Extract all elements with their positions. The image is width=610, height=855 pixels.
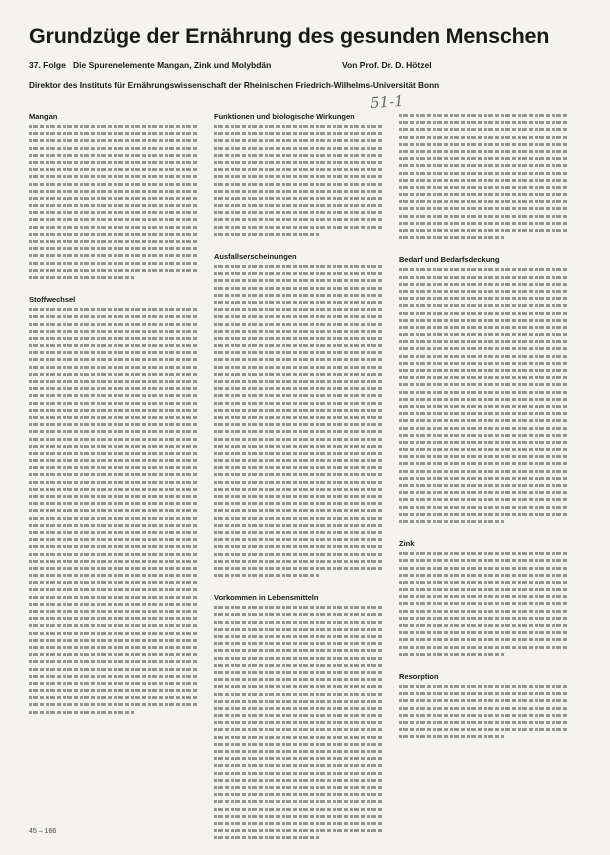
text-line bbox=[399, 324, 569, 331]
text-line bbox=[214, 471, 384, 478]
text-line bbox=[214, 691, 384, 698]
text-line bbox=[399, 622, 569, 629]
text-line bbox=[214, 392, 384, 399]
text-line bbox=[214, 493, 384, 500]
section-vorkommen bbox=[214, 593, 384, 841]
section-mangan bbox=[29, 112, 199, 281]
text-line bbox=[214, 558, 384, 565]
text-line bbox=[399, 651, 504, 658]
text-line bbox=[29, 579, 199, 586]
text-line bbox=[399, 353, 569, 360]
text-line bbox=[214, 762, 384, 769]
text-line bbox=[214, 515, 384, 522]
text-line bbox=[214, 748, 384, 755]
text-line bbox=[214, 734, 384, 741]
text-line bbox=[214, 683, 384, 690]
series-number: 37. Folge bbox=[29, 60, 66, 70]
text-line bbox=[214, 209, 384, 216]
text-line bbox=[29, 630, 199, 637]
text-line bbox=[29, 321, 199, 328]
text-line bbox=[29, 364, 199, 371]
text-line bbox=[29, 687, 199, 694]
text-line bbox=[399, 489, 569, 496]
text-line bbox=[214, 698, 384, 705]
text-line bbox=[399, 460, 569, 467]
text-line bbox=[29, 209, 199, 216]
text-line bbox=[214, 791, 384, 798]
text-line bbox=[214, 299, 384, 306]
text-line bbox=[214, 364, 384, 371]
text-line bbox=[399, 453, 569, 460]
text-line bbox=[399, 170, 569, 177]
text-line bbox=[29, 252, 199, 259]
text-line bbox=[214, 633, 384, 640]
text-line bbox=[399, 482, 569, 489]
section-heading-zink: Zink bbox=[399, 539, 415, 549]
text-line bbox=[214, 400, 384, 407]
text-line bbox=[399, 281, 569, 288]
text-line bbox=[399, 425, 569, 432]
text-line bbox=[29, 224, 199, 231]
text-line bbox=[29, 245, 199, 252]
text-line bbox=[399, 403, 569, 410]
text-line bbox=[399, 593, 569, 600]
text-line bbox=[399, 148, 569, 155]
text-line bbox=[29, 260, 199, 267]
text-line bbox=[214, 777, 384, 784]
text-line bbox=[214, 407, 384, 414]
text-line bbox=[29, 450, 199, 457]
text-line bbox=[214, 313, 384, 320]
text-line bbox=[29, 188, 199, 195]
author-affiliation: Direktor des Instituts für Ernährungswissenschaft der Rheinischen Friedrich-Wilhelms-Universität Bonn bbox=[29, 80, 440, 90]
text-line bbox=[29, 515, 199, 522]
section-heading-funktionen: Funktionen und biologische Wirkungen bbox=[214, 112, 355, 121]
text-line bbox=[399, 417, 569, 424]
text-line bbox=[29, 558, 199, 565]
text-line bbox=[399, 518, 504, 525]
section-resorption bbox=[399, 672, 569, 741]
page-number: 45 – 166 bbox=[29, 828, 57, 835]
text-line bbox=[214, 342, 384, 349]
text-line bbox=[214, 349, 384, 356]
text-line bbox=[29, 137, 199, 144]
text-line bbox=[214, 486, 384, 493]
handwritten-stamp: 51-1 bbox=[369, 91, 405, 113]
body-text-block bbox=[214, 123, 384, 238]
text-line bbox=[29, 378, 199, 385]
section-zink bbox=[399, 539, 569, 658]
text-line bbox=[399, 126, 569, 133]
column-1 bbox=[29, 112, 199, 730]
text-line bbox=[214, 321, 384, 328]
text-line bbox=[214, 421, 384, 428]
text-line bbox=[214, 378, 384, 385]
text-line bbox=[214, 543, 384, 550]
text-line bbox=[214, 755, 384, 762]
section-heading-mangan: Mangan bbox=[29, 112, 58, 121]
text-line bbox=[399, 432, 569, 439]
text-line bbox=[399, 205, 569, 212]
text-line bbox=[29, 565, 199, 572]
text-line bbox=[399, 274, 569, 281]
body-text-block bbox=[399, 112, 569, 241]
text-line bbox=[29, 335, 199, 342]
text-line bbox=[214, 130, 384, 137]
text-line bbox=[399, 468, 569, 475]
text-line bbox=[214, 770, 384, 777]
text-line bbox=[399, 338, 569, 345]
text-line bbox=[214, 813, 384, 820]
text-line bbox=[399, 288, 569, 295]
text-line bbox=[29, 436, 199, 443]
text-line bbox=[29, 507, 199, 514]
text-line bbox=[29, 709, 134, 716]
text-line bbox=[399, 374, 569, 381]
text-line bbox=[29, 145, 199, 152]
text-line bbox=[399, 557, 569, 564]
text-line bbox=[29, 522, 199, 529]
section-heading-stoffwechsel: Stoffwechsel bbox=[29, 295, 76, 305]
text-line bbox=[214, 443, 384, 450]
text-line bbox=[29, 551, 199, 558]
text-line bbox=[399, 629, 569, 636]
text-line bbox=[399, 410, 569, 417]
text-line bbox=[214, 479, 384, 486]
text-line bbox=[29, 644, 199, 651]
text-line bbox=[214, 669, 384, 676]
text-line bbox=[214, 834, 319, 841]
text-line bbox=[29, 694, 199, 701]
text-line bbox=[29, 159, 199, 166]
text-line bbox=[399, 705, 569, 712]
text-line bbox=[29, 123, 199, 130]
section-bedarf bbox=[399, 255, 569, 525]
text-line bbox=[399, 331, 569, 338]
text-line bbox=[214, 159, 384, 166]
text-line bbox=[29, 428, 199, 435]
text-line bbox=[399, 198, 569, 205]
text-line bbox=[399, 389, 569, 396]
text-line bbox=[29, 471, 199, 478]
text-line bbox=[214, 712, 384, 719]
text-line bbox=[399, 191, 569, 198]
text-line bbox=[399, 697, 569, 704]
text-line bbox=[214, 611, 384, 618]
text-line bbox=[29, 130, 199, 137]
text-line bbox=[29, 536, 199, 543]
section-funktionen bbox=[214, 112, 384, 238]
text-line bbox=[214, 827, 384, 834]
text-line bbox=[399, 213, 569, 220]
text-line bbox=[29, 673, 199, 680]
text-line bbox=[399, 134, 569, 141]
text-line bbox=[214, 820, 384, 827]
text-line bbox=[399, 155, 569, 162]
text-line bbox=[29, 586, 199, 593]
article-author: Von Prof. Dr. D. Hötzel bbox=[342, 60, 432, 70]
text-line bbox=[29, 181, 199, 188]
text-line bbox=[399, 600, 569, 607]
text-line bbox=[399, 396, 569, 403]
text-line bbox=[214, 626, 384, 633]
text-line bbox=[214, 428, 384, 435]
body-text-block bbox=[29, 123, 199, 281]
text-line bbox=[214, 292, 384, 299]
text-line bbox=[399, 112, 569, 119]
text-line bbox=[29, 216, 199, 223]
text-line bbox=[214, 719, 384, 726]
body-text-block bbox=[214, 263, 384, 579]
text-line bbox=[399, 317, 569, 324]
text-line bbox=[214, 676, 384, 683]
text-line bbox=[214, 655, 384, 662]
text-line bbox=[214, 306, 384, 313]
text-line bbox=[214, 285, 384, 292]
text-line bbox=[214, 522, 384, 529]
text-line bbox=[399, 550, 569, 557]
text-line bbox=[29, 414, 199, 421]
text-line bbox=[29, 274, 134, 281]
text-line bbox=[29, 479, 199, 486]
text-line bbox=[29, 152, 199, 159]
text-line bbox=[214, 224, 384, 231]
text-line bbox=[29, 500, 199, 507]
text-line bbox=[29, 594, 199, 601]
text-line bbox=[214, 414, 384, 421]
text-line bbox=[399, 712, 569, 719]
text-line bbox=[29, 371, 199, 378]
text-line bbox=[214, 604, 384, 611]
section-heading-bedarf: Bedarf und Bedarfsdeckung bbox=[399, 255, 500, 265]
text-line bbox=[214, 741, 384, 748]
text-line bbox=[214, 798, 384, 805]
text-line bbox=[214, 270, 384, 277]
text-line bbox=[29, 238, 199, 245]
text-line bbox=[214, 450, 384, 457]
body-text-block bbox=[29, 306, 199, 716]
text-line bbox=[399, 310, 569, 317]
text-line bbox=[29, 231, 199, 238]
text-line bbox=[399, 586, 569, 593]
text-line bbox=[399, 220, 569, 227]
text-line bbox=[214, 356, 384, 363]
section-heading-resorption: Resorption bbox=[399, 671, 439, 681]
text-line bbox=[214, 145, 384, 152]
text-line bbox=[29, 457, 199, 464]
text-line bbox=[29, 166, 199, 173]
text-line bbox=[214, 371, 384, 378]
text-line bbox=[399, 615, 569, 622]
section-heading-vorkommen: Vorkommen in Lebensmitteln bbox=[214, 593, 319, 603]
text-line bbox=[214, 385, 384, 392]
text-line bbox=[214, 464, 384, 471]
section-continued bbox=[399, 112, 569, 241]
text-line bbox=[214, 619, 384, 626]
text-line bbox=[29, 529, 199, 536]
body-text-block bbox=[399, 266, 569, 525]
text-line bbox=[399, 636, 569, 643]
text-line bbox=[214, 726, 384, 733]
text-line bbox=[399, 608, 569, 615]
text-line bbox=[29, 313, 199, 320]
text-line bbox=[399, 234, 504, 241]
text-line bbox=[214, 231, 319, 238]
text-line bbox=[214, 436, 384, 443]
text-line bbox=[214, 328, 384, 335]
text-line bbox=[399, 119, 569, 126]
text-line bbox=[399, 439, 569, 446]
text-line bbox=[214, 335, 384, 342]
text-line bbox=[214, 166, 384, 173]
text-line bbox=[29, 601, 199, 608]
text-line bbox=[29, 267, 199, 274]
article-title: Grundzüge der Ernährung des gesunden Menschen bbox=[29, 24, 550, 48]
text-line bbox=[214, 181, 384, 188]
text-line bbox=[214, 137, 384, 144]
text-line bbox=[29, 349, 199, 356]
text-line bbox=[214, 806, 384, 813]
text-line bbox=[29, 356, 199, 363]
text-line bbox=[29, 572, 199, 579]
text-line bbox=[399, 496, 569, 503]
column-2 bbox=[214, 112, 384, 855]
text-line bbox=[29, 543, 199, 550]
text-line bbox=[214, 507, 384, 514]
text-line bbox=[214, 662, 384, 669]
text-line bbox=[214, 647, 384, 654]
text-line bbox=[399, 177, 569, 184]
text-line bbox=[29, 407, 199, 414]
text-line bbox=[399, 475, 569, 482]
text-line bbox=[29, 202, 199, 209]
text-line bbox=[29, 666, 199, 673]
text-line bbox=[214, 572, 319, 579]
text-line bbox=[214, 457, 384, 464]
column-3 bbox=[399, 112, 569, 754]
text-line bbox=[29, 421, 199, 428]
text-line bbox=[214, 216, 384, 223]
text-line bbox=[29, 306, 199, 313]
section-heading-ausfall: Ausfallserscheinungen bbox=[214, 252, 297, 261]
text-line bbox=[214, 551, 384, 558]
text-line bbox=[29, 622, 199, 629]
text-line bbox=[214, 188, 384, 195]
text-line bbox=[399, 266, 569, 273]
text-line bbox=[214, 173, 384, 180]
text-line bbox=[399, 719, 569, 726]
text-line bbox=[214, 500, 384, 507]
text-line bbox=[214, 195, 384, 202]
text-line bbox=[399, 162, 569, 169]
text-line bbox=[399, 504, 569, 511]
section-ausfall bbox=[214, 252, 384, 579]
text-line bbox=[399, 381, 569, 388]
text-line bbox=[399, 367, 569, 374]
text-line bbox=[29, 493, 199, 500]
text-line bbox=[214, 565, 384, 572]
text-line bbox=[399, 733, 504, 740]
text-line bbox=[29, 615, 199, 622]
text-line bbox=[399, 141, 569, 148]
text-line bbox=[214, 784, 384, 791]
text-line bbox=[399, 227, 569, 234]
text-line bbox=[399, 345, 569, 352]
text-line bbox=[29, 680, 199, 687]
section-stoffwechsel bbox=[29, 295, 199, 716]
text-line bbox=[29, 342, 199, 349]
text-line bbox=[29, 328, 199, 335]
text-line bbox=[29, 464, 199, 471]
text-line bbox=[29, 701, 199, 708]
text-line bbox=[29, 392, 199, 399]
body-text-block bbox=[399, 683, 569, 741]
text-line bbox=[214, 640, 384, 647]
text-line bbox=[29, 608, 199, 615]
text-line bbox=[29, 443, 199, 450]
text-line bbox=[399, 295, 569, 302]
text-line bbox=[399, 726, 569, 733]
text-line bbox=[214, 536, 384, 543]
text-line bbox=[399, 446, 569, 453]
text-line bbox=[399, 511, 569, 518]
text-line bbox=[214, 202, 384, 209]
text-line bbox=[399, 579, 569, 586]
text-line bbox=[399, 683, 569, 690]
text-line bbox=[214, 123, 384, 130]
text-line bbox=[29, 195, 199, 202]
text-line bbox=[214, 263, 384, 270]
article-topic: Die Spurenelemente Mangan, Zink und Molybdän bbox=[73, 60, 272, 70]
text-line bbox=[399, 565, 569, 572]
text-line bbox=[399, 644, 569, 651]
text-line bbox=[214, 529, 384, 536]
text-line bbox=[399, 572, 569, 579]
text-line bbox=[29, 400, 199, 407]
text-line bbox=[214, 705, 384, 712]
text-line bbox=[399, 690, 569, 697]
text-line bbox=[399, 184, 569, 191]
text-line bbox=[29, 637, 199, 644]
body-text-block bbox=[399, 550, 569, 658]
text-line bbox=[29, 658, 199, 665]
text-line bbox=[29, 651, 199, 658]
text-line bbox=[29, 385, 199, 392]
text-line bbox=[214, 152, 384, 159]
text-line bbox=[399, 360, 569, 367]
text-line bbox=[29, 486, 199, 493]
text-line bbox=[29, 173, 199, 180]
text-line bbox=[214, 277, 384, 284]
text-line bbox=[399, 302, 569, 309]
body-text-block bbox=[214, 604, 384, 841]
